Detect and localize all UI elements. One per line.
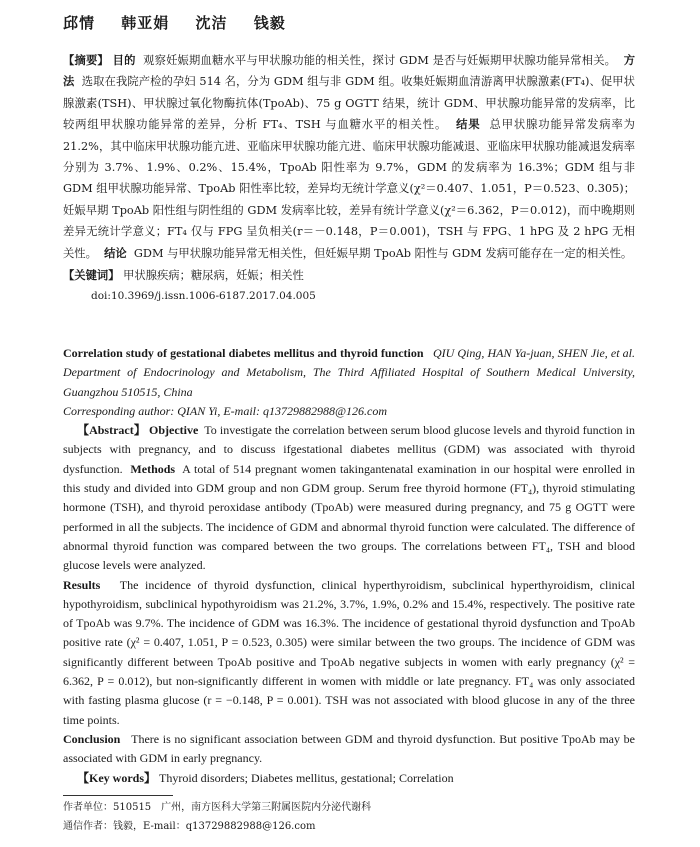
results-text: 总甲状腺功能异常发病率为 21.2%，其中临床甲状腺功能亢进、亚临床甲状腺功能亢进、临床甲状腺功能减退、亚临床甲状腺功能减退发病率分别为 3.7%、1.9%、0.2%、15.4%，TpoAb 阳性率为 9.7%，GDM 的发病率为 16.3%；GDM 组与非 GDM 组甲状腺功能异常、TpoAb 阳性率比较，差异均无统计学意义(χ²＝0.407、1.051，P＝0.523、0.305)；妊娠早期 TpoAb 阳性组与阴性组的 GDM 发病率比较，差异有统计学意义(χ²＝6.362，P＝0.012)，而中晚期则差异无统计学意义；FT₄ 仅与 FPG 呈负相关(r＝－0.148，P＝0.001)，TSH 与 FPG、1 hPG 及 2 hPG 无相关性。 <box>63 118 635 260</box>
footnote <box>63 798 635 836</box>
conclusion-label: 结论 <box>104 245 127 260</box>
footnote-divider <box>63 795 173 796</box>
author-line <box>63 12 306 33</box>
methods-text-en: A total of 514 pregnant women takingantenatal examination in our hospital were enrolled in this study and divided into GDM group and non GDM group. Serum free thyroid hormone (FT₄), thyroid stimulating hormone (TSH), and thyroid peroxidase antibody (TpoAb) were measured during pregnancy, and 75 g OGTT were performed in all the subjects. The incidence of GDM and abnormal thyroid function were calculated. The difference of abnormal thyroid function was compared between the two groups. The correlations between FT₄, TSH and blood glucose levels were analyzed. <box>63 461 636 573</box>
corresponding-author-footnote: 通信作者：钱毅，E-mail：q13729882988@126.com <box>63 821 316 832</box>
objective-text: 观察妊娠期血糖水平与甲状腺功能的相关性，探讨 GDM 是否与妊娠期甲状腺功能异常相关。 <box>143 54 617 67</box>
abstract-label-en: 【Abstract】 <box>77 423 146 438</box>
doi: doi:10.3969/j.issn.1006-6187.2017.04.005 <box>91 290 316 303</box>
english-author-affiliation: QIU Qing, HAN Ya-juan, SHEN Jie, et al. Department of Endocrinology and Metabolism, The Third Affiliated Hospital of Southern Medical University, Guangzhou 510515, China <box>63 346 636 399</box>
author-name: 邱情 <box>63 14 96 32</box>
keywords-label-en: 【Key words】 <box>77 770 156 785</box>
english-title: Correlation study of gestational diabetes mellitus and thyroid function <box>63 346 424 360</box>
objective-label-en: Objective <box>149 423 199 438</box>
chinese-abstract-body <box>63 50 635 264</box>
chinese-keywords <box>63 265 635 286</box>
author-name: 钱毅 <box>253 14 286 32</box>
methods-text: 选取在我院产检的孕妇 514 名，分为 GDM 组与非 GDM 组。收集妊娠期血清游离甲状腺激素(FT₄)、促甲状腺激素(TSH)、甲状腺过氧化物酶抗体(TpoAb)、75 g OGTT 结果，统计 GDM、甲状腺功能异常的发病率，比较两组甲状腺功能异常的差异，分析 FT₄、TSH 与血糖水平的相关性。 <box>63 75 635 132</box>
english-title-line <box>63 344 635 402</box>
results-label: 结果 <box>456 117 481 132</box>
keywords-text: 甲状腺疾病；糖尿病，妊娠；相关性 <box>123 269 304 283</box>
conclusion-text: GDM 与甲状腺功能异常无相关性，但妊娠早期 TpoAb 阳性与 GDM 发病可能存在一定的相关性。 <box>133 246 633 260</box>
english-keywords <box>63 769 635 788</box>
keywords-text-en: Thyroid disorders; Diabetes mellitus, gestational; Correlation <box>159 770 454 785</box>
conclusion-text-en: There is no significant association between GDM and thyroid dysfunction. But positive TpoAb may be associated with GDM in early pregnancy. <box>63 731 635 766</box>
chinese-abstract <box>63 50 635 308</box>
author-affiliation-footnote: 作者单位：510515 广州，南方医科大学第三附属医院内分泌代谢科 <box>63 802 372 813</box>
results-text-en: The incidence of thyroid dysfunction, clinical hyperthyroidism, subclinical hyperthyroidism, clinical hypothyroidism, subclinical hypothyroidism was 21.2%, 3.7%, 1.9%, 0.2% and 15.4%, respectively. The positive rate of TpoAb was 9.7%. The incidence of GDM was 16.3%. The incidence of gestational thyroid dysfunction and TpoAb positive rate (χ² = 0.407, 1.051, P = 0.523, 0.305) were similar between the two groups. The incidence of GDM was significantly different between TpoAb positive and TpoAb negative subjects in women with early pregnancy (χ² = 6.362, P = 0.012), but non-significantly different in women with middle or late pregnancy. FT₄ was only associated with fasting plasma glucose (r = −0.148, P = 0.001). TSH was not associated with blood glucose in any of the three time points. <box>63 577 635 727</box>
conclusion-label-en: Conclusion <box>63 731 121 746</box>
english-corresponding-author: Corresponding author: QIAN Yi, E-mail: q13729882988@126.com <box>63 403 388 418</box>
abstract-label: 【摘要】 <box>63 53 109 67</box>
english-abstract-body <box>63 421 635 575</box>
english-abstract <box>63 344 635 788</box>
author-name: 韩亚娟 <box>121 14 170 32</box>
objective-label: 目的 <box>112 53 136 67</box>
methods-label-en: Methods <box>130 461 176 476</box>
methods-label: 方法 <box>63 53 635 89</box>
english-results <box>63 576 635 730</box>
english-conclusion <box>63 730 635 769</box>
keywords-label: 【关键词】 <box>63 268 120 283</box>
results-label-en: Results <box>63 577 101 592</box>
objective-text-en: To investigate the correlation between serum blood glucose levels and thyroid function in subjects with pregnancy, and to discuss ifgestational diabetes mellitus (GDM) was associated with thyroid dysfunction. <box>63 423 636 476</box>
author-name: 沈洁 <box>195 14 228 32</box>
